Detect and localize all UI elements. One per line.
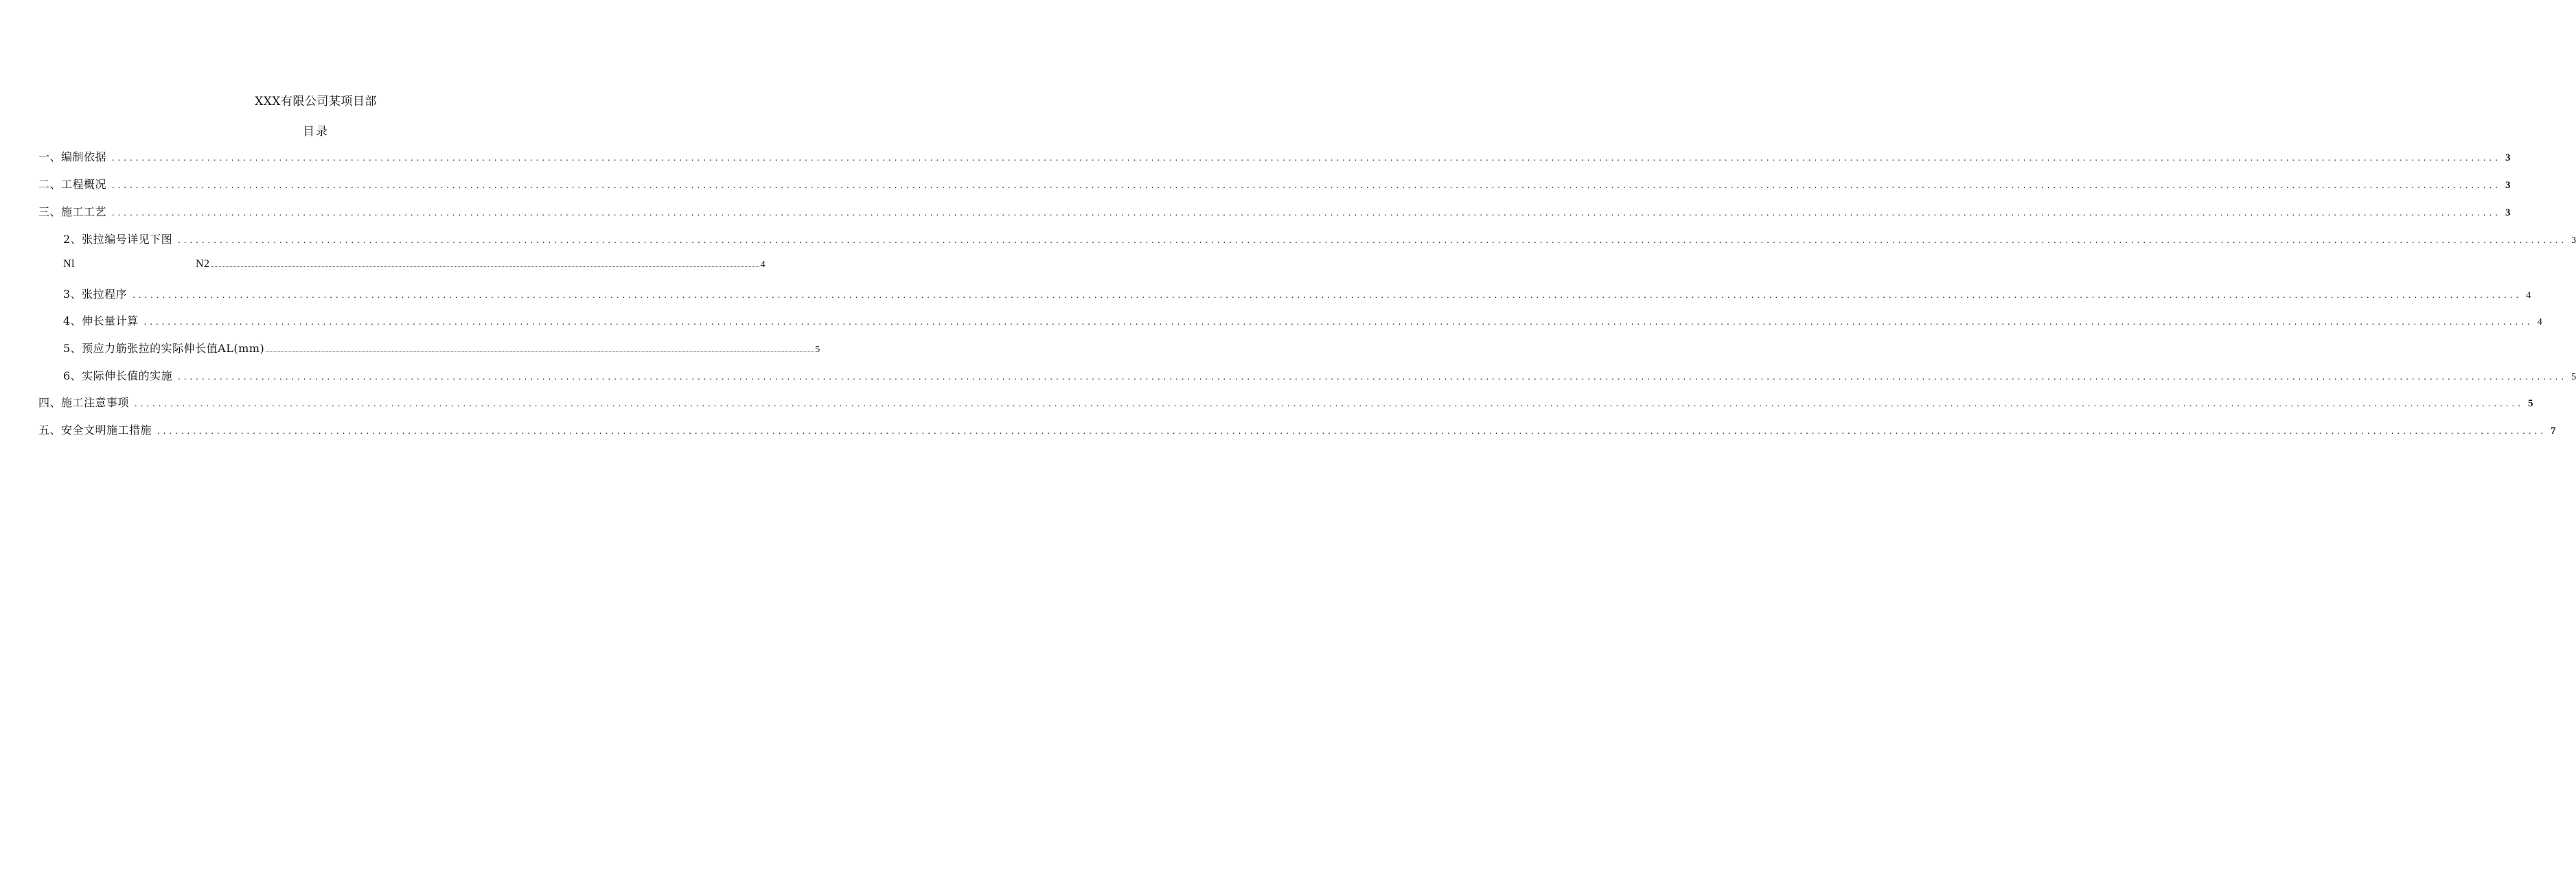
toc-entry-label-n1: Nl xyxy=(63,258,75,270)
toc-page-number: 5 xyxy=(2528,398,2533,409)
toc-page-number: 4 xyxy=(2526,290,2531,301)
toc-leader-dots: ................................................................................................................................................................................................................................................................................................................................................................................................................ xyxy=(178,372,2568,382)
toc-leader-dots: ................................................................................................................................................................................................................................................................................................................................................................................................................ xyxy=(265,347,815,353)
toc-leader-dots: ................................................................................................................................................................................................................................................................................................................................................................................................................ xyxy=(112,153,2502,163)
toc-entry-elongation-calc[interactable] xyxy=(63,312,2542,328)
toc-leader-dots: ................................................................................................................................................................................................................................................................................................................................................................................................................ xyxy=(178,235,2568,246)
toc-heading: 目录 xyxy=(303,125,329,139)
toc-entry-precautions[interactable] xyxy=(38,394,2533,410)
toc-entry-label: 四、施工注意事项 xyxy=(38,396,130,409)
toc-page-number: 3 xyxy=(2505,180,2511,191)
toc-entry-n1-n2[interactable] xyxy=(63,258,766,270)
toc-entry-tension-procedure[interactable] xyxy=(63,286,2531,301)
toc-leader-dots: ................................................................................................................................................................................................................................................................................................................................................................................................................ xyxy=(112,208,2502,218)
toc-entry-label: 三、施工工艺 xyxy=(38,205,107,218)
toc-entry-overview[interactable] xyxy=(38,176,2511,192)
toc-entry-label: 6、实际伸长值的实施 xyxy=(63,369,173,382)
toc-entry-label: 五、安全文明施工措施 xyxy=(38,424,152,437)
toc-leader-dots: ................................................................................................................................................................................................................................................................................................................................................................................................................ xyxy=(210,262,760,268)
toc-page-number: 3 xyxy=(2571,235,2576,246)
toc-entry-label-n2: N2 xyxy=(196,258,210,270)
toc-entry-label: 5、预应力筋张拉的实际伸长值AL(mm) xyxy=(63,342,265,355)
toc-page-number: 4 xyxy=(760,259,766,270)
toc-entry-actual-elongation[interactable] xyxy=(63,340,820,356)
toc-page-number: 3 xyxy=(2505,207,2511,218)
toc-page-number: 3 xyxy=(2505,152,2511,163)
toc-entry-label xyxy=(63,258,210,270)
toc-leader-dots: ................................................................................................................................................................................................................................................................................................................................................................................................................ xyxy=(112,181,2502,191)
toc-entry-process[interactable] xyxy=(38,203,2511,219)
toc-entry-label: 3、张拉程序 xyxy=(63,288,128,301)
toc-entry-basis[interactable] xyxy=(38,148,2511,164)
toc-page-number: 5 xyxy=(2571,372,2576,382)
toc-leader-dots: ................................................................................................................................................................................................................................................................................................................................................................................................................ xyxy=(157,426,2547,437)
toc-page-number: 4 xyxy=(2537,317,2542,327)
toc-leader-dots: ................................................................................................................................................................................................................................................................................................................................................................................................................ xyxy=(135,399,2525,409)
toc-entry-elongation-implementation[interactable] xyxy=(63,367,2576,383)
toc-entry-label: 4、伸长量计算 xyxy=(63,314,139,327)
toc-entry-safety-measures[interactable] xyxy=(38,421,2556,437)
toc-page-number: 5 xyxy=(815,345,820,355)
toc-entry-label: 一、编制依据 xyxy=(38,150,107,163)
toc-page-number: 7 xyxy=(2551,426,2556,437)
toc-entry-tension-numbering[interactable] xyxy=(63,231,2576,246)
toc-leader-dots: ................................................................................................................................................................................................................................................................................................................................................................................................................ xyxy=(143,317,2533,327)
toc-entry-label: 2、张拉编号详见下图 xyxy=(63,233,173,246)
toc-entry-label: 二、工程概况 xyxy=(38,178,107,191)
document-title: XXX有限公司某项目部 xyxy=(255,95,377,108)
toc-leader-dots: ................................................................................................................................................................................................................................................................................................................................................................................................................ xyxy=(133,290,2522,301)
